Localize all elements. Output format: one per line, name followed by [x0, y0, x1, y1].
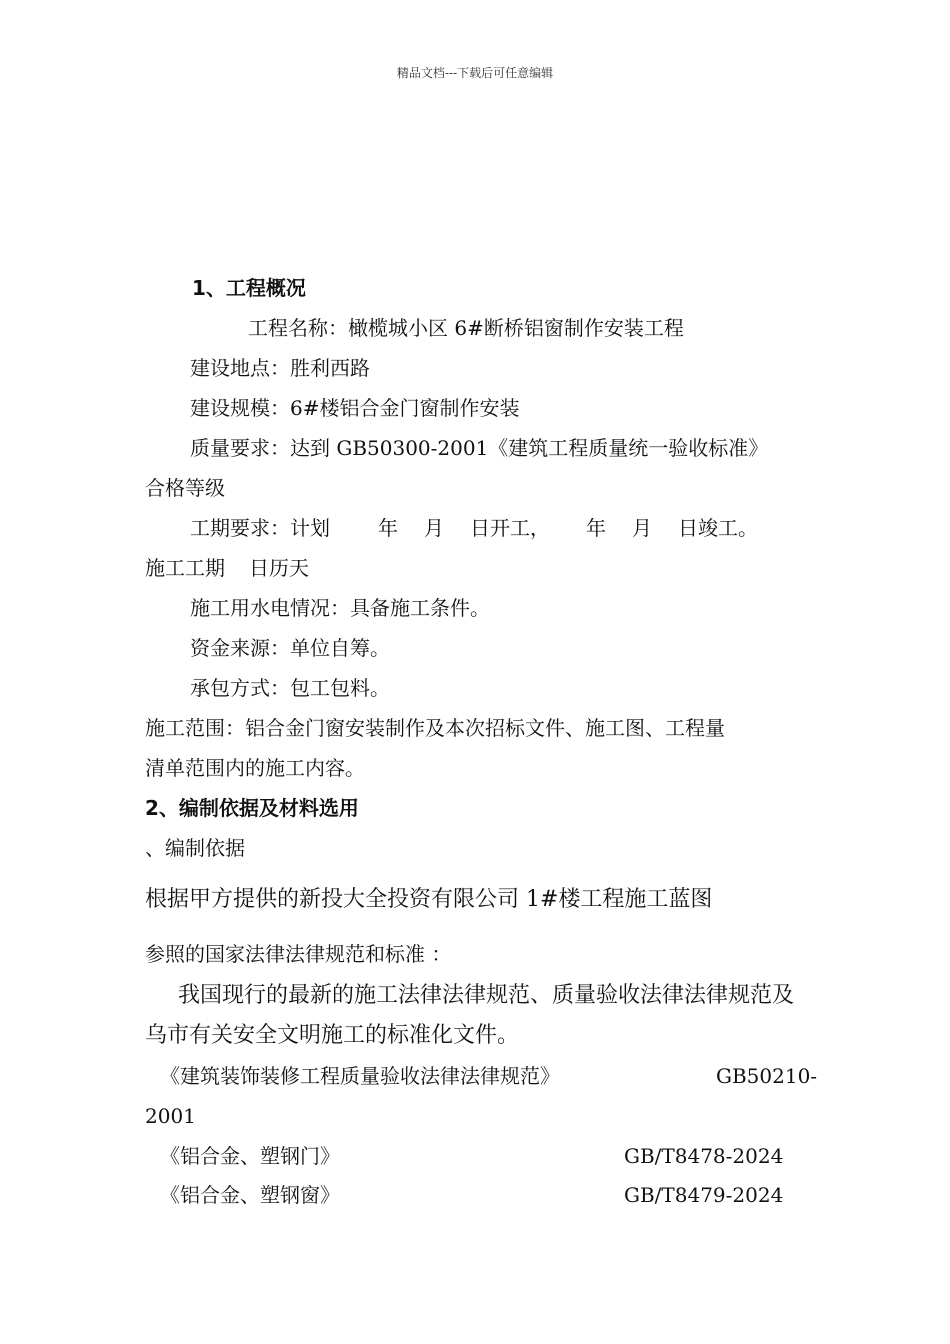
schedule-month-1: 月: [424, 516, 444, 540]
section-1-title: 1、工程概况: [192, 276, 306, 300]
construction-scope: 施工范围：铝合金门窗安装制作及本次招标文件、施工图、工程量: [145, 716, 725, 740]
schedule-prefix: 工期要求：计划: [190, 516, 330, 540]
standard-code: GB50210-: [716, 1064, 818, 1088]
standard-code: GB/T8479-2024: [624, 1183, 784, 1207]
references-text: 我国现行的最新的施工法律法律规范、质量验收法律法律规范及: [178, 983, 795, 1008]
standard-code: GB/T8478-2024: [624, 1144, 784, 1168]
standard-name: 《铝合金、塑钢窗》: [160, 1183, 340, 1207]
references-intro: 参照的国家法律法律规范和标准 ：: [145, 942, 452, 966]
standard-name: 《铝合金、塑钢门》: [160, 1144, 340, 1168]
construction-period: [145, 556, 309, 580]
funding-source: 资金来源：单位自筹。: [190, 636, 390, 660]
period-unit: 日历天: [249, 556, 309, 580]
schedule-requirement: [190, 516, 758, 540]
section-2-title: 2、编制依据及材料选用: [145, 796, 359, 820]
schedule-day-1: 日开工，: [470, 516, 550, 540]
construction-scale: 建设规模：6#楼铝合金门窗制作安装: [190, 396, 520, 420]
project-name: 工程名称：橄榄城小区 6#断桥铝窗制作安装工程: [248, 316, 684, 340]
quality-requirement: 质量要求：达到 GB50300-2001《建筑工程质量统一验收标准》: [190, 436, 769, 460]
references-text-cont: 乌市有关安全文明施工的标准化文件。: [145, 1023, 520, 1048]
construction-scope-cont: 清单范围内的施工内容。: [145, 756, 365, 780]
period-label: 施工工期: [145, 556, 225, 580]
page-header: 精品文档---下载后可任意编辑: [396, 66, 554, 80]
schedule-year-2: 年: [586, 516, 606, 540]
schedule-year-1: 年: [378, 516, 398, 540]
construction-location: 建设地点：胜利西路: [190, 356, 370, 380]
utilities: 施工用水电情况：具备施工条件。: [190, 596, 490, 620]
contract-method: 承包方式：包工包料。: [190, 676, 390, 700]
section-2-subtitle: 、编制依据: [145, 836, 245, 860]
basis-statement: 根据甲方提供的新投大全投资有限公司 1#楼工程施工蓝图: [145, 887, 713, 912]
schedule-day-2: 日竣工。: [678, 516, 758, 540]
standard-code-cont: 2001: [145, 1104, 196, 1128]
quality-requirement-cont: 合格等级: [145, 476, 225, 500]
standard-name: 《建筑装饰装修工程质量验收法律法律规范》: [160, 1064, 560, 1088]
schedule-month-2: 月: [632, 516, 652, 540]
